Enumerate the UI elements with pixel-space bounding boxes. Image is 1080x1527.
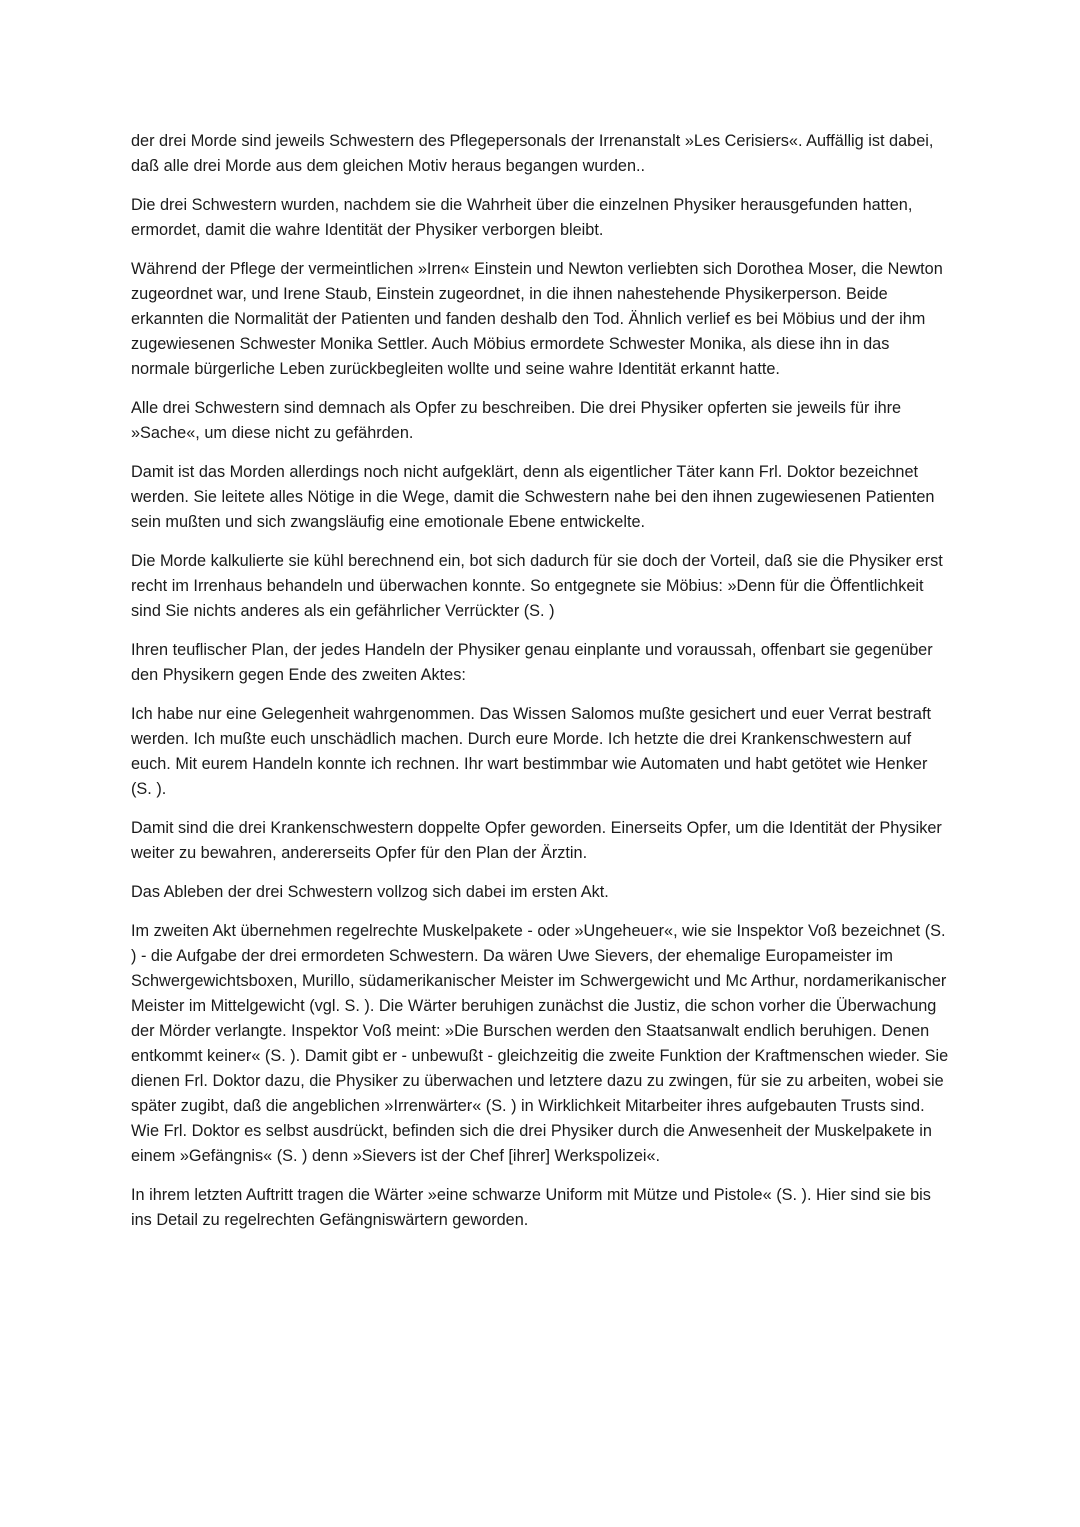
document-page: [131, 129, 951, 1247]
paragraph-2: Die drei Schwestern wurden, nachdem sie die Wahrheit über die einzelnen Physiker herausgefunden hatten, ermordet, damit die wahre Identität der Physiker verborgen bleibt.: [131, 196, 913, 239]
paragraph-6: Die Morde kalkulierte sie kühl berechnend ein, bot sich dadurch für sie doch der Vorteil, daß sie die Physiker erst recht im Irrenhaus behandeln und überwachen konnte. So entgegnete sie Möbius: »Denn für die Öffentlichkeit sind Sie nichts anderes als ein gefährlicher Verrückter (S. ): [131, 552, 943, 620]
paragraph-7: Ihren teuflischer Plan, der jedes Handeln der Physiker genau einplante und voraussah, offenbart sie gegenüber den Physikern gegen Ende des zweiten Aktes:: [131, 641, 933, 684]
paragraph-4: Alle drei Schwestern sind demnach als Opfer zu beschreiben. Die drei Physiker opferten sie jeweils für ihre »Sache«, um diese nicht zu gefährden.: [131, 399, 902, 442]
paragraph-3: Während der Pflege der vermeintlichen »Irren« Einstein und Newton verliebten sich Dorothea Moser, die Newton zugeordnet war, und Irene Staub, Einstein zugeordnet, in die ihnen nahestehende Physikerperson. Beide erkannten die Normalität der Patienten und fanden deshalb den Tod. Ähnlich verlief es bei Möbius und der ihm zugewiesenen Schwester Monika Settler. Auch Möbius ermordete Schwester Monika, als diese ihn in das normale bürgerliche Leben zurückbegleiten wollte und seine wahre Identität erkannt hatte.: [131, 260, 943, 378]
paragraph-8-quote: Ich habe nur eine Gelegenheit wahrgenommen. Das Wissen Salomos mußte gesichert und euer Verrat bestraft werden. Ich mußte euch unschädlich machen. Durch eure Morde. Ich hetzte die drei Krankenschwestern auf euch. Mit eurem Handeln konnte ich rechnen. Ihr wart bestimmbar wie Automaten und habt getötet wie Henker (S. ).: [131, 705, 932, 798]
paragraph-10: Das Ableben der drei Schwestern vollzog sich dabei im ersten Akt.: [131, 883, 609, 901]
paragraph-9: Damit sind die drei Krankenschwestern doppelte Opfer geworden. Einerseits Opfer, um die Identität der Physiker weiter zu bewahren, andererseits Opfer für den Plan der Ärztin.: [131, 819, 942, 862]
paragraph-1: der drei Morde sind jeweils Schwestern des Pflegepersonals der Irrenanstalt »Les Cerisiers«. Auffällig ist dabei, daß alle drei Morde aus dem gleichen Motiv heraus begangen wurden..: [131, 132, 934, 175]
paragraph-5: Damit ist das Morden allerdings noch nicht aufgeklärt, denn als eigentlicher Täter kann Frl. Doktor bezeichnet werden. Sie leitete alles Nötige in die Wege, damit die Schwestern nahe bei den ihnen zugewiesenen Patienten sein mußten und sich zwangsläufig eine emotionale Ebene entwickelte.: [131, 463, 935, 531]
paragraph-11: Im zweiten Akt übernehmen regelrechte Muskelpakete - oder »Ungeheuer«, wie sie Inspektor Voß bezeichnet (S. ) - die Aufgabe der drei ermordeten Schwestern. Da wären Uwe Sievers, der ehemalige Europameister im Schwergewichtsboxen, Murillo, südamerikanischer Meister im Schwergewicht und Mc Arthur, nordamerikanischer Meister im Mittelgewicht (vgl. S. ). Die Wärter beruhigen zunächst die Justiz, die schon vorher die Überwachung der Mörder verlangte. Inspektor Voß meint: »Die Burschen werden den Staatsanwalt endlich beruhigen. Denen entkommt keiner« (S. ). Damit gibt er - unbewußt - gleichzeitig die zweite Funktion der Kraftmenschen wieder. Sie dienen Frl. Doktor dazu, die Physiker zu überwachen und letztere dazu zu zwingen, für sie zu arbeiten, wobei sie später zugibt, daß die angeblichen »Irrenwärter« (S. ) in Wirklichkeit Mitarbeiter ihres aufgebauten Trusts sind. Wie Frl. Doktor es selbst ausdrückt, befinden sich die drei Physiker durch die Anwesenheit der Muskelpakete in einem »Gefängnis« (S. ) denn »Sievers ist der Chef [ihrer] Werkspolizei«.: [131, 922, 949, 1165]
paragraph-12: In ihrem letzten Auftritt tragen die Wärter »eine schwarze Uniform mit Mütze und Pistole« (S. ). Hier sind sie bis ins Detail zu regelrechten Gefängniswärtern geworden.: [131, 1186, 931, 1229]
